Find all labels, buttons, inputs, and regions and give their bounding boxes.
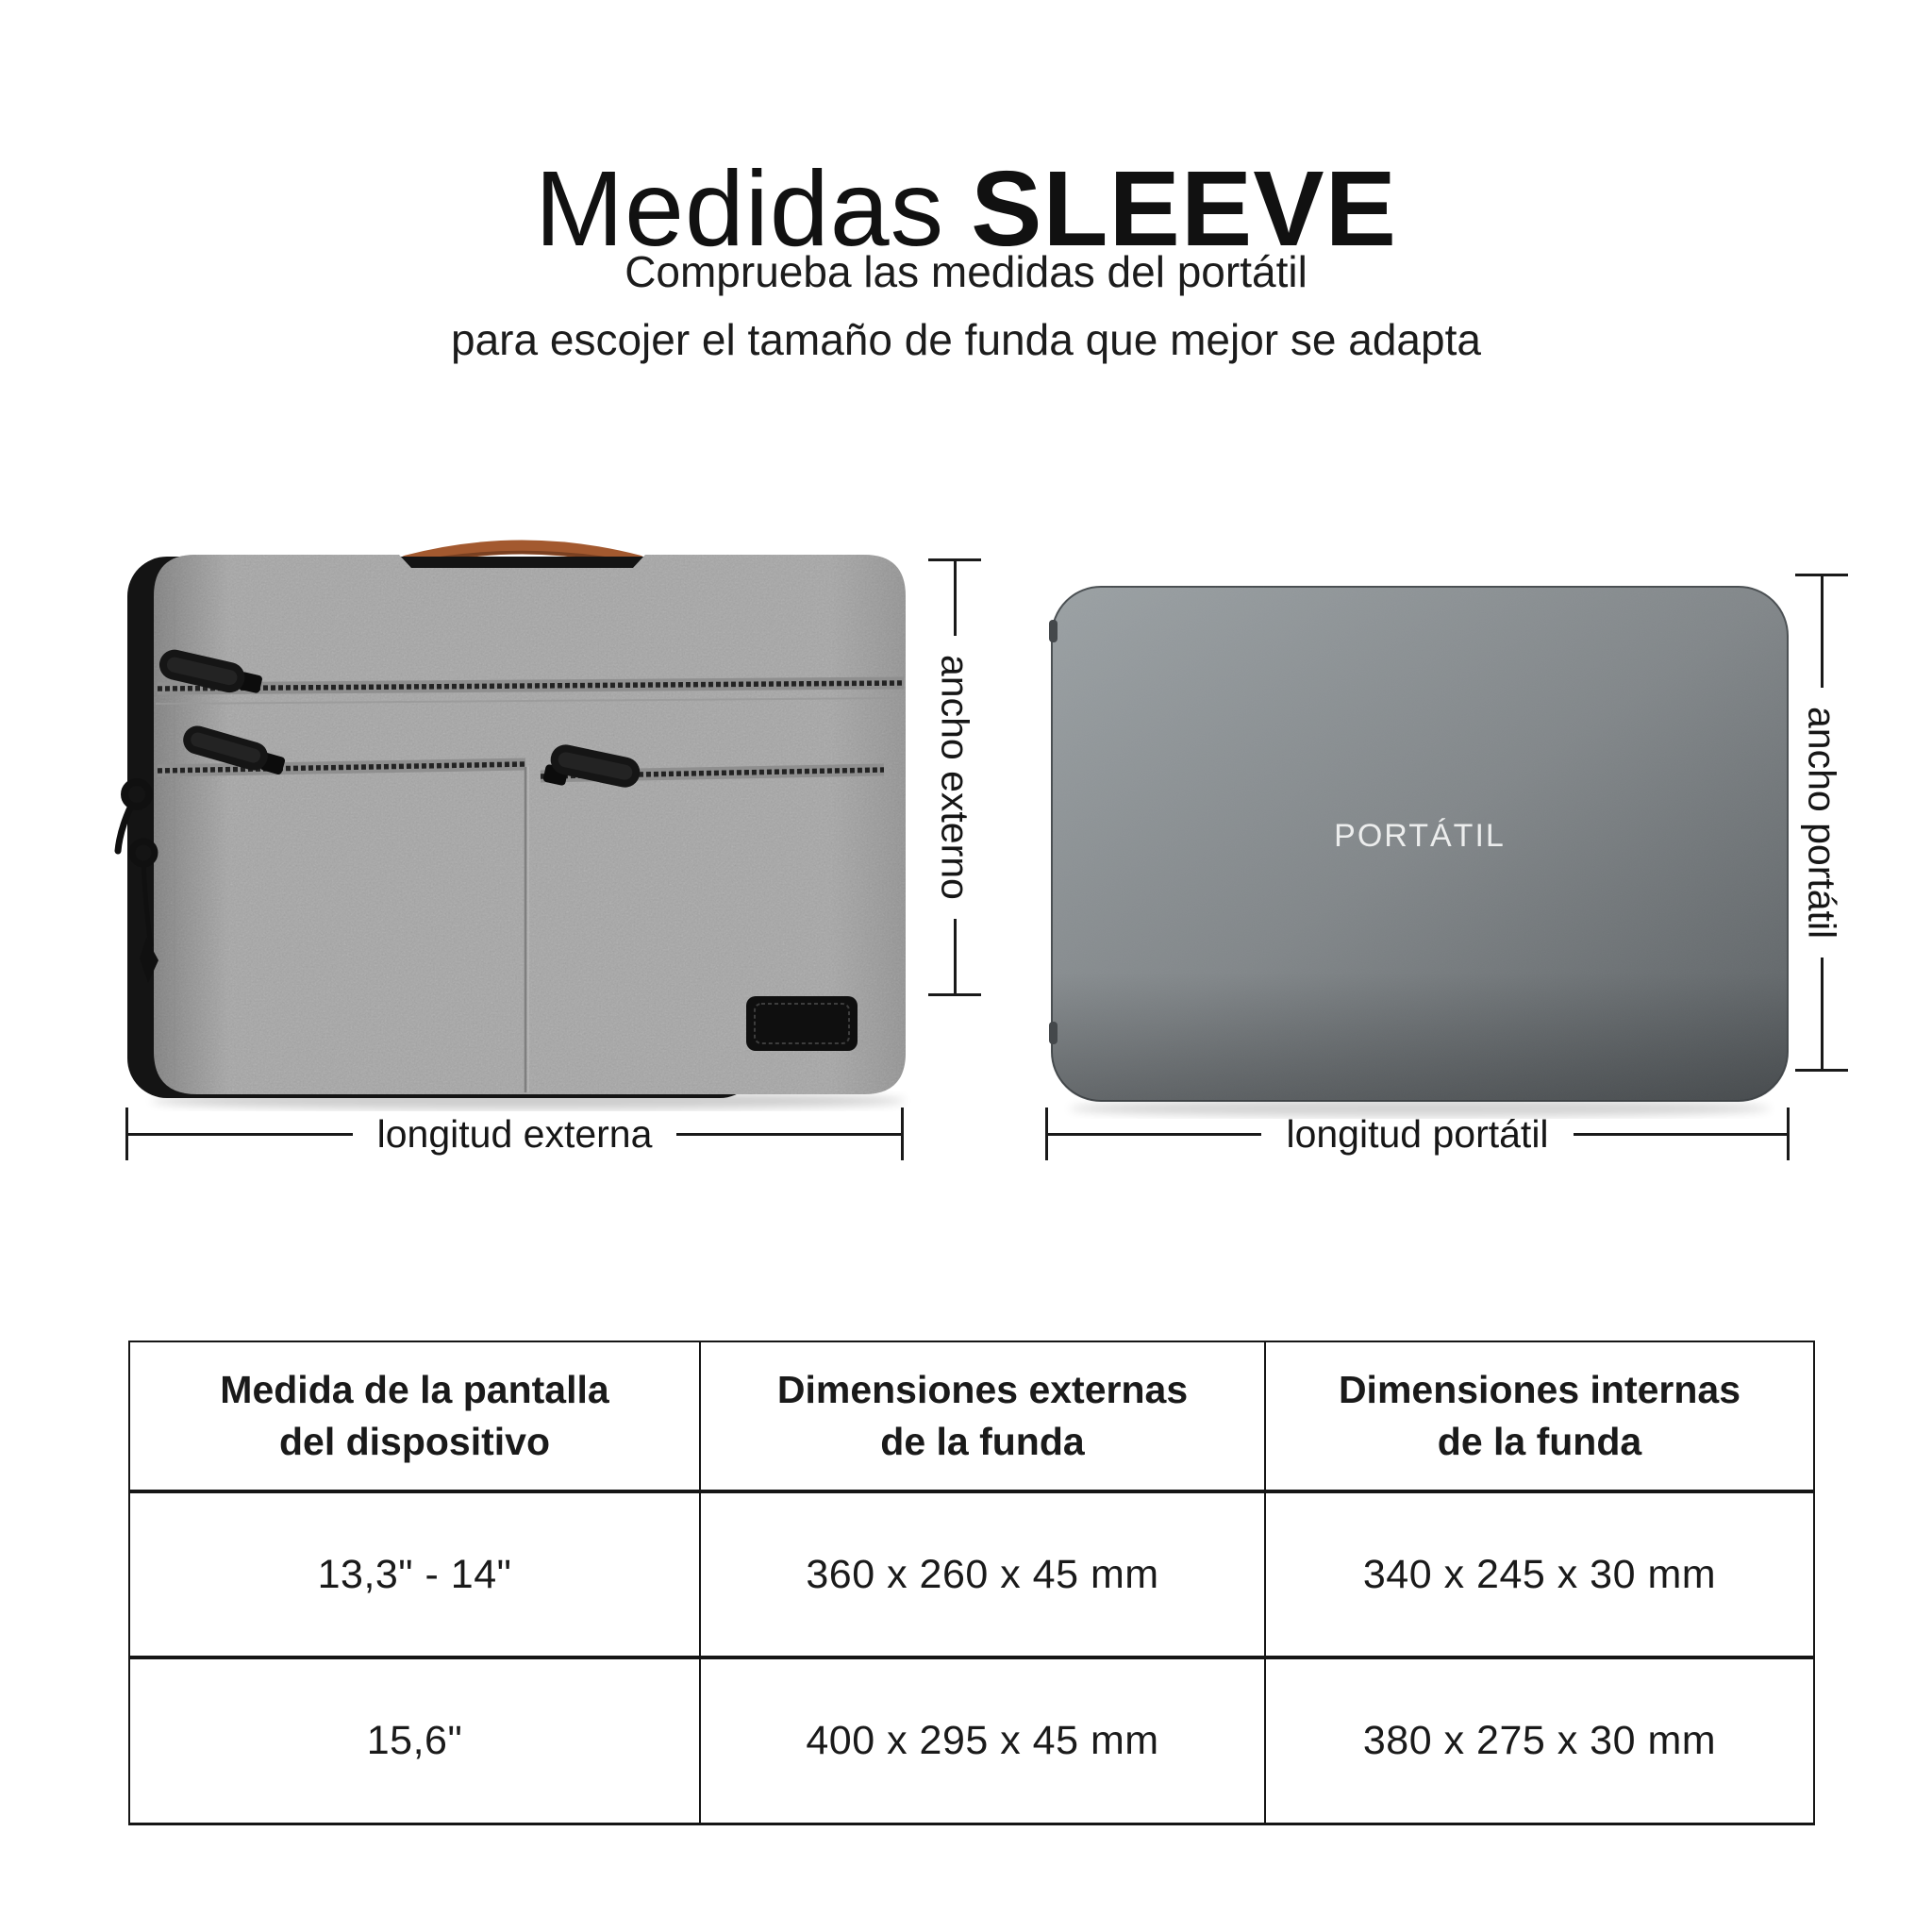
laptop-length-label: longitud portátil	[1286, 1111, 1549, 1156]
table-header-screen-size	[130, 1342, 699, 1493]
dimension-cap	[928, 993, 981, 996]
table-cell-screen-row2: 15,6"	[366, 1718, 463, 1763]
header-line: Dimensiones externas	[776, 1368, 1189, 1411]
logo-patch	[746, 996, 858, 1051]
header-line: Dimensiones internas	[1338, 1368, 1741, 1411]
dimension-cap	[1787, 1108, 1790, 1160]
table-cell-internal-row2: 380 x 275 x 30 mm	[1264, 1659, 1813, 1823]
laptop-lid-text: PORTÁTIL	[1334, 818, 1506, 854]
dimension-cap	[901, 1108, 904, 1160]
hinge-notch-top-icon	[1049, 620, 1058, 642]
dimension-sleeve-width	[928, 558, 981, 996]
dimension-laptop-width	[1795, 574, 1848, 1072]
dimension-sleeve-length	[125, 1108, 904, 1160]
dimension-cap	[1795, 1069, 1848, 1072]
header-line: de la funda	[880, 1420, 1085, 1463]
subtitle-line-2: para escojer el tamaño de funda que mejor se adapta	[451, 315, 1481, 364]
dimension-line	[1821, 576, 1824, 688]
spec-table	[128, 1341, 1815, 1825]
dimension-line	[954, 561, 957, 636]
page-title-bold: SLEEVE	[971, 148, 1397, 268]
header-line: de la funda	[1437, 1420, 1642, 1463]
dimension-line	[128, 1133, 353, 1136]
dimension-line	[1574, 1133, 1787, 1136]
sleeve-length-label: longitud externa	[376, 1111, 653, 1156]
header-line: Medida de la pantalla	[220, 1368, 609, 1411]
dimension-line	[676, 1133, 901, 1136]
hinge-notch-bottom-icon	[1049, 1022, 1058, 1044]
dimension-line	[1821, 958, 1824, 1069]
dimension-line	[1048, 1133, 1261, 1136]
sleeve-illustration	[99, 519, 920, 1108]
table-cell-screen-row1: 13,3" - 14"	[130, 1493, 699, 1659]
table-cell-external-row1: 360 x 260 x 45 mm	[699, 1493, 1264, 1659]
sleeve-zipper-middle	[158, 764, 525, 771]
dimension-line	[954, 919, 957, 993]
laptop-illustration	[1024, 561, 1816, 1127]
table-header-internal-dimensions	[1264, 1342, 1813, 1493]
table-header-external-dimensions	[699, 1342, 1264, 1493]
table-cell-internal-row1: 340 x 245 x 30 mm	[1264, 1493, 1813, 1659]
subtitle-line-1: Comprueba las medidas del portátil	[625, 247, 1307, 296]
sleeve-width-label: ancho externo	[933, 655, 977, 900]
dimension-laptop-length	[1045, 1108, 1790, 1160]
page-title-regular: Medidas	[534, 148, 945, 268]
table-cell-external-row2: 400 x 295 x 45 mm	[699, 1659, 1264, 1823]
laptop-width-label: ancho portátil	[1800, 706, 1844, 940]
header-line: del dispositivo	[278, 1420, 551, 1463]
